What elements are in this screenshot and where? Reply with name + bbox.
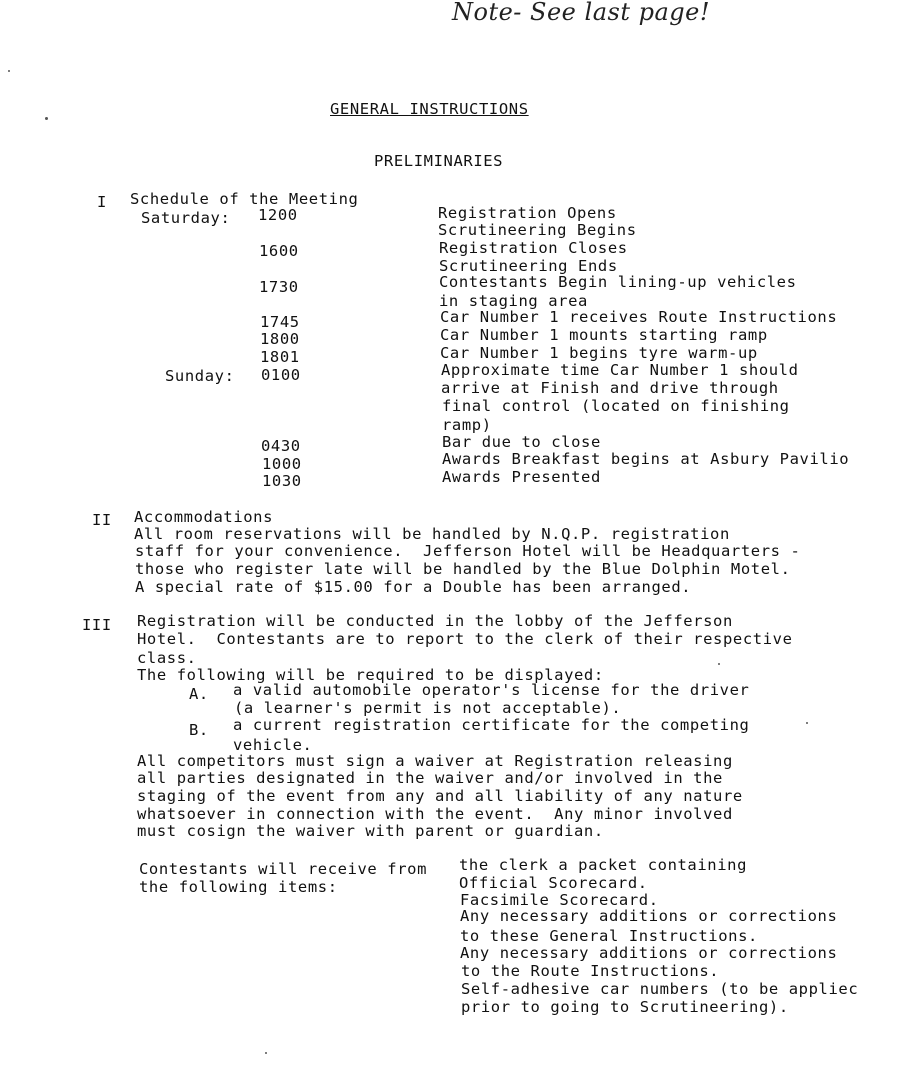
registration-line: Hotel. Contestants are to report to the clerk of their respective [137,630,793,648]
packet-item: Facsimile Scorecard. [460,891,659,909]
schedule-time: 1200 [258,206,298,224]
section-3-numeral: III [82,616,112,634]
packet-item: Any necessary additions or corrections [460,944,838,962]
schedule-event: arrive at Finish and drive through [441,379,779,397]
scan-speck [265,1052,267,1054]
packet-intro: the following items: [139,878,338,896]
scan-speck [718,663,720,665]
saturday-label: Saturday: [141,209,231,227]
packet-item: Self-adhesive car numbers (to be appliec [461,980,859,998]
waiver-line: All competitors must sign a waiver at Registration releasing [137,752,733,770]
scan-speck [45,117,48,120]
schedule-event: Bar due to close [442,433,601,451]
accommodations-line: All room reservations will be handled by N.Q.P. registration [134,525,730,543]
scan-speck [806,722,808,724]
item-b-line: vehicle. [233,736,313,754]
schedule-time: 1000 [262,455,302,473]
schedule-event: Car Number 1 begins tyre warm-up [440,344,758,362]
item-b-label: B. [189,721,209,739]
schedule-time: 0430 [261,437,301,455]
schedule-event: Registration Closes [439,239,628,257]
waiver-line: all parties designated in the waiver and/or involved in the [137,769,723,787]
schedule-time: 1730 [259,278,299,296]
section-1-numeral: I [97,193,107,211]
schedule-event: Car Number 1 mounts starting ramp [440,326,768,344]
registration-line: The following will be required to be displayed: [137,666,604,684]
section-1-heading: Schedule of the Meeting [130,190,359,208]
waiver-line: must cosign the waiver with parent or guardian. [137,822,604,840]
registration-line: Registration will be conducted in the lobby of the Jefferson [137,612,733,630]
registration-line: class. [137,649,197,667]
page-title: GENERAL INSTRUCTIONS [330,100,529,118]
schedule-time: 1800 [260,330,300,348]
schedule-event: Awards Presented [442,468,601,486]
item-a-line: a valid automobile operator's license for the driver [233,681,750,699]
waiver-line: staging of the event from any and all liability of any nature [137,787,743,805]
packet-item: the clerk a packet containing [459,856,748,874]
schedule-time: 1801 [260,348,300,366]
schedule-event: Scrutineering Begins [438,221,637,239]
sunday-label: Sunday: [165,367,235,385]
accommodations-line: those who register late will be handled by the Blue Dolphin Motel. [135,560,791,578]
handwritten-note: Note- See last page! [452,0,710,26]
schedule-event: ramp) [442,416,492,434]
section-2-numeral: II [92,511,112,529]
schedule-time: 1030 [262,472,302,490]
schedule-event: Registration Opens [438,204,617,222]
page-subtitle: PRELIMINARIES [374,152,504,170]
item-b-line: a current registration certificate for the competing [233,716,750,734]
section-2-heading: Accommodations [134,508,274,526]
scan-speck [8,70,10,72]
packet-item: prior to going to Scrutineering). [461,998,789,1016]
schedule-time: 0100 [261,366,301,384]
packet-item: Official Scorecard. [459,874,648,892]
schedule-event: Awards Breakfast begins at Asbury Pavilio [442,450,850,468]
packet-intro: Contestants will receive from [139,860,428,878]
item-a-label: A. [189,685,209,703]
accommodations-line: A special rate of $15.00 for a Double has been arranged. [135,578,692,596]
schedule-event: final control (located on finishing [442,397,790,415]
schedule-event: Car Number 1 receives Route Instructions [440,308,838,326]
schedule-event: in staging area [439,292,588,310]
packet-item: to these General Instructions. [460,927,758,945]
packet-item: to the Route Instructions. [461,962,720,980]
item-a-line: (a learner's permit is not acceptable). [234,699,622,717]
schedule-time: 1745 [260,313,300,331]
accommodations-line: staff for your convenience. Jefferson Hotel will be Headquarters - [135,542,801,560]
schedule-event: Contestants Begin lining-up vehicles [439,273,797,291]
packet-item: Any necessary additions or corrections [460,907,838,925]
waiver-line: whatsoever in connection with the event. Any minor involved [137,805,733,823]
schedule-event: Scrutineering Ends [439,257,618,275]
schedule-time: 1600 [259,242,299,260]
schedule-event: Approximate time Car Number 1 should [441,361,799,379]
